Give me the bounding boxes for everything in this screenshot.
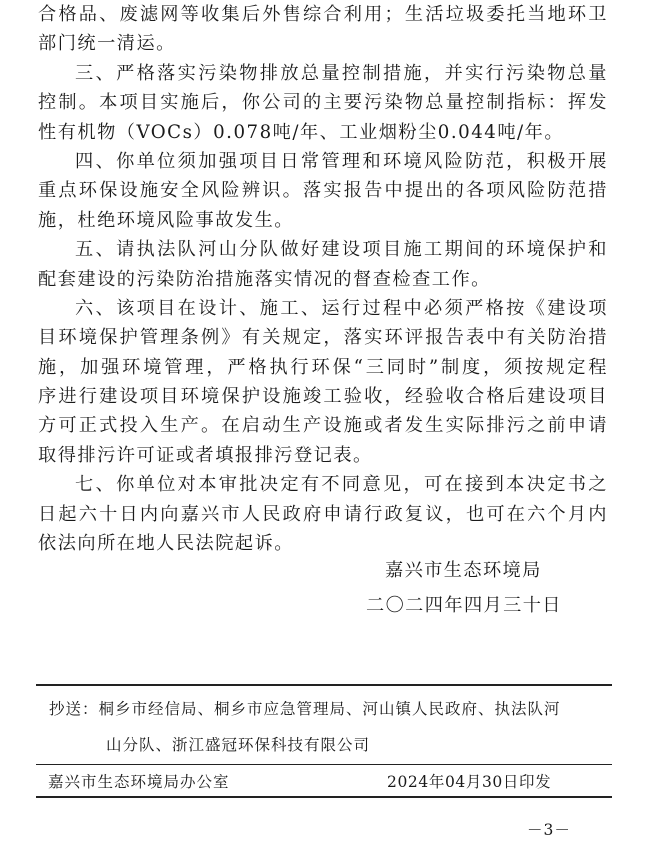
- body-line: 重点环保设施安全风险辨识。落实报告中提出的各项风险防范措: [38, 180, 608, 202]
- footer-bottom-rule: [36, 796, 612, 798]
- body-line: 施，杜绝环境风险事故发生。: [38, 209, 294, 231]
- body-line: 部门统一清运。: [38, 33, 176, 55]
- body-line: 控制。本项目实施后，你公司的主要污染物总量控制指标：挥发: [38, 92, 608, 114]
- printing-office: 嘉兴市生态环境局办公室: [48, 773, 230, 791]
- body-line: 四、你单位须加强项目日常管理和环境风险防范，积极开展: [75, 150, 608, 172]
- signature-organization: 嘉兴市生态环境局: [385, 560, 542, 581]
- body-line: 施，加强环境管理，严格执行环保“三同时”制度，须按规定程: [38, 356, 608, 378]
- body-line: 合格品、废滤网等收集后外售综合利用；生活垃圾委托当地环卫: [38, 4, 608, 25]
- body-line: 日起六十日内向嘉兴市人民政府申请行政复议，也可在六个月内: [38, 503, 608, 525]
- body-line: 五、请执法队河山分队做好建设项目施工期间的环境保护和: [75, 239, 608, 261]
- footer-top-rule: [36, 684, 612, 686]
- body-line: 六、该项目在设计、施工、运行过程中必须严格按《建设项: [75, 297, 608, 319]
- signature-date: 二〇二四年四月三十日: [366, 595, 562, 616]
- body-line: 依法向所在地人民法院起诉。: [38, 533, 294, 555]
- body-line: 取得排污许可证或者填报排污登记表。: [38, 444, 373, 466]
- footer-middle-rule: [36, 764, 612, 765]
- body-line: 性有机物（VOCs）0.078吨/年、工业烟粉尘0.044吨/年。: [38, 121, 565, 143]
- body-line: 目环境保护管理条例》有关规定，落实环评报告表中有关防治措: [38, 327, 608, 349]
- cc-list-line-1: 抄送：桐乡市经信局、桐乡市应急管理局、河山镇人民政府、执法队河: [49, 700, 561, 718]
- body-line: 方可正式投入生产。在启动生产设施或者发生实际排污之前申请: [38, 415, 608, 437]
- cc-list-line-2: 山分队、浙江盛冠环保科技有限公司: [106, 736, 371, 754]
- body-line: 三、严格落实污染物排放总量控制措施，并实行污染物总量: [75, 62, 608, 84]
- page-number: －3－: [527, 821, 571, 839]
- document-body: [38, 0, 608, 558]
- body-line: 序进行建设项目环境保护设施竣工验收，经验收合格后建设项目: [38, 386, 608, 408]
- print-date: 2024年04月30日印发: [387, 773, 552, 791]
- body-line: 七、你单位对本审批决定有不同意见，可在接到本决定书之: [75, 474, 608, 496]
- body-line: 配套建设的污染防治措施落实情况的督查检查工作。: [38, 268, 491, 290]
